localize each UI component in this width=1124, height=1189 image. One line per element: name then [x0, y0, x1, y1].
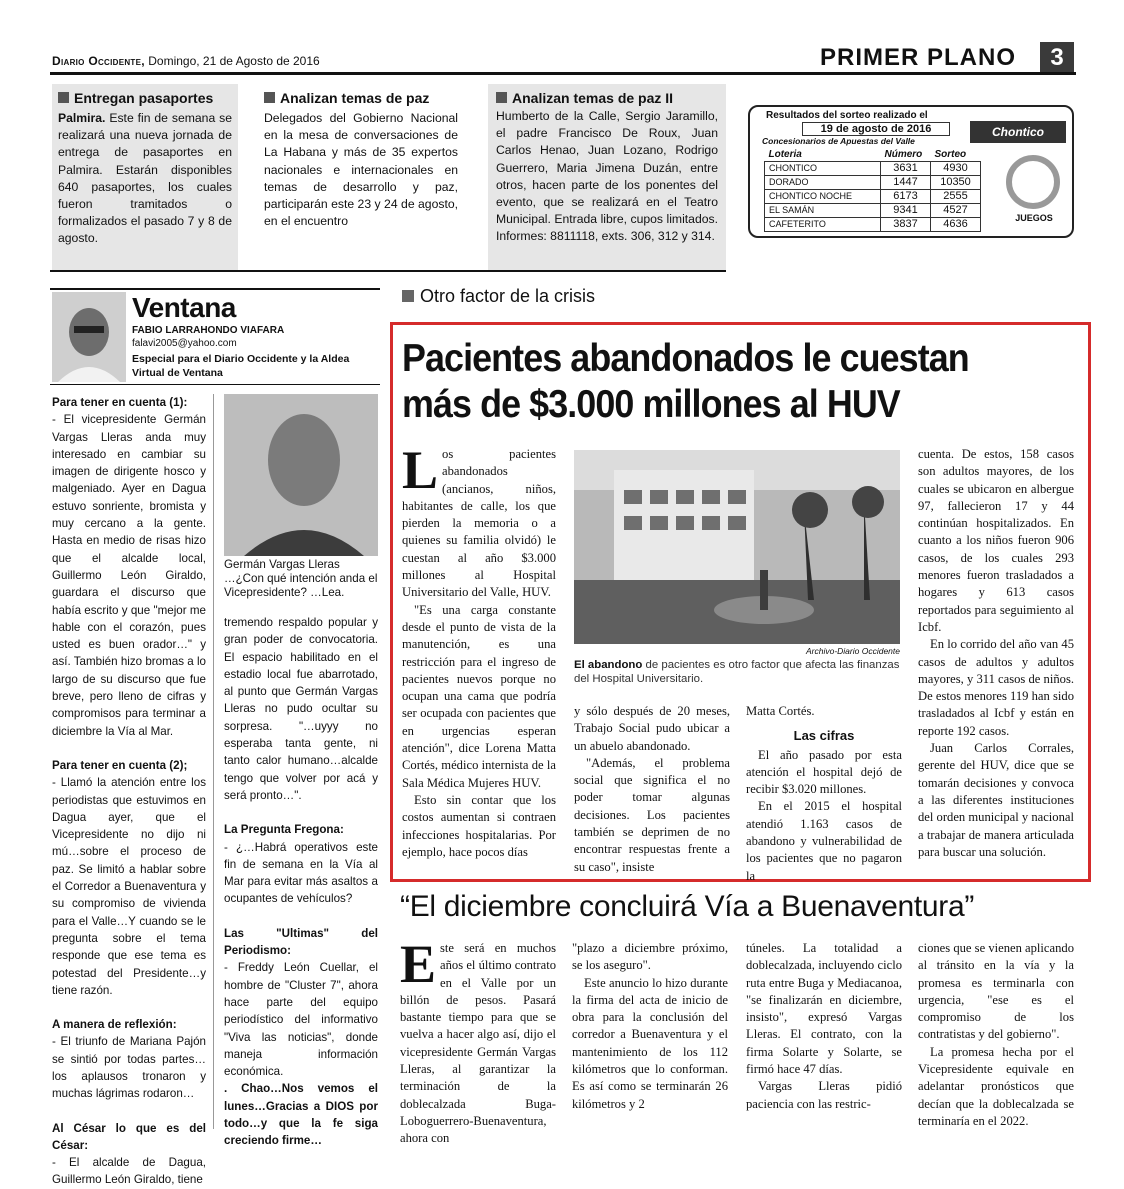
author-email: falavi2005@yahoo.com	[132, 338, 237, 349]
ventana-paragraph: tremendo respaldo popular y gran poder de convocatoria. El espacio habilitado en el estadio local fue abarrotado, al punto que Germán Vargas Lleras no pudo ocultar su sorpresa. "…uyyy no esperaba tanta gente, ni tanto calor humano…alcalde tengo que volver por acá y será pronto…".	[224, 616, 378, 802]
article-paragraph: "Es una carga constante desde el punto de vista de la manutención, es una restricción para el ingreso de pacientes nuevos porque no ocupan una cama que podría ser ocupada con pacientes que en urgencias esperan atención", dice Lorena Matta Cortés, médico internista de la Sala Médica Mujeres HUV.	[402, 602, 556, 790]
ventana-column-2	[224, 614, 378, 1150]
ventana-paragraph: - El vicepresidente Germán Vargas Lleras anda muy interesado en cambiar su imagen de dirigente hosco y malgeniado. Ayer en Dagua estuvo sonriente, bromista y muy cercano a la gente. Hasta en medio de risas hizo que el alcalde local, Guillermo León Giraldo, guardara el discurso que había escrito y que "mejor me hable con el corazón, pues usted es buen orador…" y así. También hizo bromas a lo largo de su discurso que fue breve, pero lleno de cifras y compromisos para terminar a diciembre la Vía al Mar.	[52, 413, 206, 738]
article-paragraph: túneles. La totalidad a doblecalzada, incluyendo ciclo ruta entre Buga y Mediacanoa, "se finalizarán en diciembre, insisto", expresó Vargas Lleras. El contrato, con la firma Solarte y Solarte, se firmó hace 47 días.	[746, 941, 902, 1077]
table-row: DORADO 1447 10350	[765, 175, 981, 189]
article-paragraph: ciones que se vienen aplicando al tránsito en la vía y la promesa es terminarla con urgencia, "ese es el compromiso de los contratistas y del gobierno".	[918, 941, 1074, 1042]
headline-line: más de $3.000 millones al HUV	[402, 383, 900, 426]
column-divider	[213, 394, 214, 1129]
second-column-3	[746, 940, 902, 1113]
ventana-paragraph: - El alcalde de Dagua, Guillermo León Giraldo, tiene	[52, 1156, 206, 1187]
ventana-rule	[50, 384, 380, 385]
portrait-icon	[224, 394, 378, 556]
lottery-subheading: Concesionarios de Apuestas del Valle	[762, 136, 915, 146]
article-column-3	[746, 703, 902, 885]
drop-cap: E	[400, 934, 437, 994]
brief-3	[488, 84, 726, 270]
ventana-heading: Para tener en cuenta (1):	[52, 396, 188, 409]
brief-title: Analizan temas de paz	[280, 90, 430, 106]
article-column-4	[918, 446, 1074, 861]
lottery-results	[748, 105, 1074, 238]
article-column-2	[574, 703, 730, 876]
article-paragraph: Vargas Lleras pidió paciencia con las restric-	[746, 1079, 902, 1111]
article-paragraph: Juan Carlos Corrales, gerente del HUV, dice que se tomarán decisiones y convoca a las diferentes instituciones del orden municipal y nacional a trabajar de manera articulada para buscar una solución.	[918, 741, 1074, 859]
article-paragraph: La promesa hecha por el Vicepresidente equivale en adelantar pronósticos que decían que la doblecalzada se terminaría en el 2022.	[918, 1044, 1074, 1128]
article-paragraph: El año pasado por esta atención el hospital dejó de recibir $3.020 millones.	[746, 747, 902, 797]
article-paragraph: ste será en muchos años el último contrato en el Valle por un billón de pesos. Pasará bastante tiempo para que se vuelva a hacer algo así, dijo el vicepresidente Germán Vargas Lleras, al garantizar la terminación de la doblecalzada Buga-Loboguerrero-Buenaventura, ahora con	[400, 941, 556, 1146]
brief-2	[258, 84, 464, 270]
article-paragraph: Este anuncio lo hizo durante la firma del acta de inicio de obra para la conclusión del corredor a Buenaventura y el mantenimiento de los 112 kilómetros que lo conforman. Es así como se terminarán 26 kilómetros y 2	[572, 975, 728, 1111]
author-portrait-icon	[52, 292, 126, 382]
caption-text: de pacientes es otro factor que afecta las finanzas del Hospital Universitario.	[574, 659, 900, 685]
ventana-heading: A manera de reflexión:	[52, 1018, 177, 1032]
bullet-square-icon	[58, 92, 69, 103]
juegos-logo-icon	[1006, 155, 1060, 209]
col-header: Número	[884, 149, 923, 161]
col-header: Sorteo	[934, 149, 967, 161]
article-paragraph: "plazo a diciembre próximo, se los aseguro".	[572, 941, 728, 973]
brief-title: Analizan temas de paz II	[512, 90, 674, 106]
ventana-heading: Al César lo que es del César:	[52, 1121, 206, 1152]
author-photo	[52, 292, 126, 382]
article-paragraph: "Además, el problema social que significa el no poder tomar algunas decisiones. Los pacientes también se deprimen de no encontrar respuestas frente a su caso", insiste	[574, 755, 730, 874]
table-row: CHONTICO 3631 4930	[765, 161, 981, 175]
second-column-1	[400, 934, 556, 1148]
brief-body: Este fin de semana se realizará una nueva jornada de entrega de pasaportes en Palmira. Estarán disponibles 640 pasaportes, los cuales fueron tramitados o formalizados el pasado 7 y 8 de agosto.	[58, 111, 232, 246]
ventana-heading: Para tener en cuenta (2);	[52, 758, 188, 772]
article-paragraph: En el 2015 el hospital atendió 1.163 casos de abandono y vulnerabilidad de los pacientes que no pagaron la	[746, 799, 902, 883]
article-paragraph: cuenta. De estos, 158 casos son adultos mayores, de los cuales se ubicaron en albergue 97, fallecieron 17 y 44 continúan hospitalizados. En cuanto a los niños fueron 906 casos, de los cuales 293 menores fueron trasladados a hogares y 613 casos reportados para seguimiento al Icbf.	[918, 447, 1074, 634]
hospital-photo	[574, 450, 900, 644]
header-rule	[50, 72, 1076, 75]
caption-name: Germán Vargas Lleras	[224, 558, 340, 571]
ventana-paragraph: - Freddy León Cuellar, el hombre de "Cluster 7", ahora hace parte del equipo periodístico del informativo "Viva las noticias", donde maneja información económica.	[224, 961, 378, 1079]
ventana-paragraph: - Llamó la atención entre los periodistas que estuvimos en Dagua ayer, que el Vicepresidente no dijo ni mú…sobre el proceso de paz. Se limitó a hablar sobre el Corredor a Buenaventura y su compromiso de vivienda para el Valle…Y cuando se le pregunta sobre el tema responde que ese tema es potestad del Presidente…y tiene razón.	[52, 776, 206, 997]
article-subhead: Las cifras	[793, 728, 855, 744]
caption-lead: El abandono	[574, 659, 643, 671]
article-column-1	[402, 440, 556, 861]
lottery-date: 19 de agosto de 2016	[802, 122, 950, 136]
second-headline: “El diciembre concluirá Vía a Buenaventura”	[400, 890, 975, 923]
author-name: FABIO LARRAHONDO VIAFARA	[132, 325, 285, 336]
photo-caption	[224, 558, 378, 600]
table-row: CAFETERITO 3837 4636	[765, 217, 981, 231]
kicker-text: Otro factor de la crisis	[420, 286, 596, 306]
article-photo-caption	[574, 658, 900, 686]
table-row: EL SAMÁN 9341 4527	[765, 203, 981, 217]
juegos-logo-text: JUEGOS	[1015, 213, 1053, 223]
paper-name: Diario Occidente,	[52, 54, 145, 68]
section-title: PRIMER PLANO	[820, 44, 1017, 71]
table-row: CHONTICO NOCHE 6173 2555	[765, 189, 981, 203]
brief-lead: Palmira.	[58, 111, 106, 125]
briefs-rule	[50, 270, 726, 272]
caption-text: …¿Con qué intención anda el Vicepresidente? …Lea.	[224, 572, 378, 599]
ventana-paragraph: - El triunfo de Mariana Pajón se sintió por todas partes…los aplausos tronaron y muchas lágrimas rodaron…	[52, 1035, 206, 1101]
photo-credit: Archivo-Diario Occidente	[805, 646, 900, 656]
page-number: 3	[1040, 42, 1074, 74]
lottery-heading: Resultados del sorteo realizado el	[766, 110, 928, 121]
masthead	[52, 54, 320, 68]
issue-date: Domingo, 21 de Agosto de 2016	[148, 54, 320, 68]
ventana-paragraph: - ¿…Habrá operativos este fin de semana en la Vía al Mar para evitar más asaltos a ocupantes de vehículos?	[224, 840, 378, 906]
ventana-title: Ventana	[132, 292, 236, 323]
ventana-heading: La Pregunta Fregona:	[224, 823, 344, 837]
chontico-logo: Chontico	[970, 121, 1066, 143]
second-column-4	[918, 940, 1074, 1130]
ventana-heading: Las "Ultimas" del Periodismo:	[224, 926, 378, 958]
ventana-tagline: Especial para el Diario Occidente y la Aldea Virtual de Ventana	[132, 353, 350, 379]
article-kicker	[402, 286, 595, 307]
vargas-lleras-photo	[224, 394, 378, 556]
bullet-square-icon	[402, 290, 414, 302]
article-paragraph: y sólo después de 20 meses, Trabajo Social pudo ubicar a un abuelo abandonado.	[574, 704, 730, 753]
brief-title: Entregan pasaportes	[74, 90, 214, 106]
brief-1	[52, 84, 238, 270]
second-column-2	[572, 940, 728, 1113]
col-header: Loteria	[768, 149, 802, 161]
drop-cap: L	[402, 440, 439, 500]
article-paragraph: os pacientes abandonados (ancianos, niños, habitantes de calle, los que pierden la memoria o a quienes su familia olvidó) le cuestan al año $3.000 millones al Hospital Universitario del Valle, HUV.	[402, 447, 556, 600]
ventana-signoff: . Chao…Nos vemos el lunes…Gracias a DIOS por todo…y que la fe siga creciendo firme…	[224, 1082, 378, 1148]
bullet-square-icon	[496, 92, 507, 103]
article-paragraph: Matta Cortés.	[746, 704, 815, 718]
article-headline	[402, 336, 969, 428]
article-paragraph: Esto sin contar que los costos aumentan si contraen infecciones hospitalarias. Por ejemplo, hace pocos días	[402, 792, 556, 859]
ventana-column-1	[52, 394, 206, 1189]
lottery-table	[764, 149, 981, 232]
ventana-top-rule	[50, 288, 380, 290]
article-paragraph: En lo corrido del año van 45 casos de adultos y adultos mayores, y 311 casos de niños. De estos menores 119 han sido trasladados al Icbf y están en reporte 192 casos.	[918, 637, 1074, 738]
brief-body: Humberto de la Calle, Sergio Jaramillo, el padre Francisco De Roux, Juan Carlos Henao, Juan Lozano, Rodrigo Guerrero, Maria Jimena Duzán, entre otros, hacen parte de los ponentes del evento, que se realizará en el Teatro Municipal. Entrada libre, cupos limitados. Informes: 8811118, exts. 306, 312 y 314.	[496, 109, 718, 244]
headline-line: Pacientes abandonados le cuestan	[402, 337, 969, 380]
brief-body: Delegados del Gobierno Nacional en la mesa de conversaciones de La Habana y más de 35 expertos nacionales e internacionales en temas de desarrollo y paz, participarán este 23 y 24 de agosto, en el encuentro	[264, 111, 458, 229]
hospital-building-icon	[574, 450, 900, 644]
bullet-square-icon	[264, 92, 275, 103]
